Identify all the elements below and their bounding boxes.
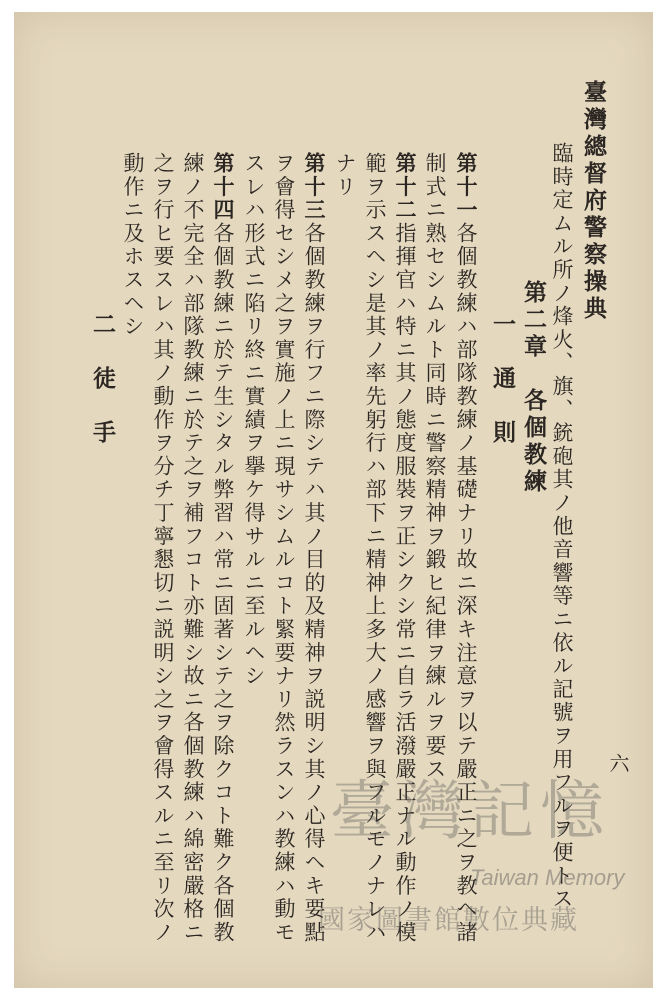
article-number: 第十三: [302, 152, 327, 222]
text-column-continuation: スレハ形式ニ陷リ終ニ實績ヲ擧ケ得サルニ至ルヘシ: [242, 152, 266, 688]
article-number: 第十一: [454, 152, 479, 222]
section-heading: 二 徒 手: [89, 312, 116, 447]
watermark-logo-text: 臺灣記憶: [330, 775, 610, 849]
text-column-continuation: ナリ: [333, 152, 357, 199]
article-number: 第十二: [393, 152, 418, 222]
watermark-english: Taiwan Memory: [470, 865, 625, 890]
article-text: 各個教練ハ部隊教練ノ基礎ナリ故ニ深キ注意ヲ以テ嚴正ニ之ヲ教ヘ諸: [454, 221, 478, 945]
text-column-1: 臨時定ムル所ノ烽火、旗、銃砲其ノ他音響等ニ依ル記號ヲ用フルヲ便トス: [550, 142, 574, 911]
text-column-continuation: 範ヲ示スヘシ是其ノ率先躬行ハ部下ニ精神上多大ノ感響ヲ與フルモノナレハ: [363, 152, 387, 945]
text-column-continuation: ヲ會得セシメ之ヲ實施ノ上ニ現サシムルコト緊要ナリ然ラスンハ教練ハ動モ: [272, 152, 296, 945]
section-heading: 一 通 則: [489, 312, 516, 447]
text-column-continuation: 動作ニ及ホスヘシ: [121, 152, 145, 339]
article-number: 第十四: [211, 152, 236, 222]
text-column-continuation: 練ノ不完全ハ部隊教練ニ於テ之ヲ補フコト亦難シ故ニ各個教練ハ綿密嚴格ニ: [181, 152, 205, 945]
text-column-continuation: 之ヲ行ヒ要スレハ其ノ動作ヲ分チ丁寧懇切ニ説明シ之ヲ會得スルニ至リ次ノ: [151, 152, 175, 945]
article-13: [303, 152, 325, 944]
watermark-subtitle: 國家圖書館數位典藏: [318, 905, 579, 936]
article-text: 各個教練ニ於テ生シタル弊習ハ常ニ固著シテ之ヲ除クコト難ク各個教: [211, 221, 235, 945]
article-14: [212, 152, 234, 944]
running-header: 臺灣總督府警察操典: [580, 80, 607, 323]
article-text: 指揮官ハ特ニ其ノ態度服裝ヲ正シクシ常ニ自ラ活潑嚴正ナル動作ノ模: [393, 221, 417, 945]
text-column-continuation: 制式ニ熟セシムルト同時ニ警察精神ヲ鍛ヒ紀律ヲ練ルヲ要ス: [423, 152, 447, 782]
article-text: 各個教練ヲ行フニ際シテハ其ノ目的及精神ヲ説明シ其ノ心得ヘキ要點: [302, 221, 326, 945]
page-number: 六: [606, 753, 630, 773]
chapter-heading: 第二章 各個教練: [520, 280, 547, 496]
